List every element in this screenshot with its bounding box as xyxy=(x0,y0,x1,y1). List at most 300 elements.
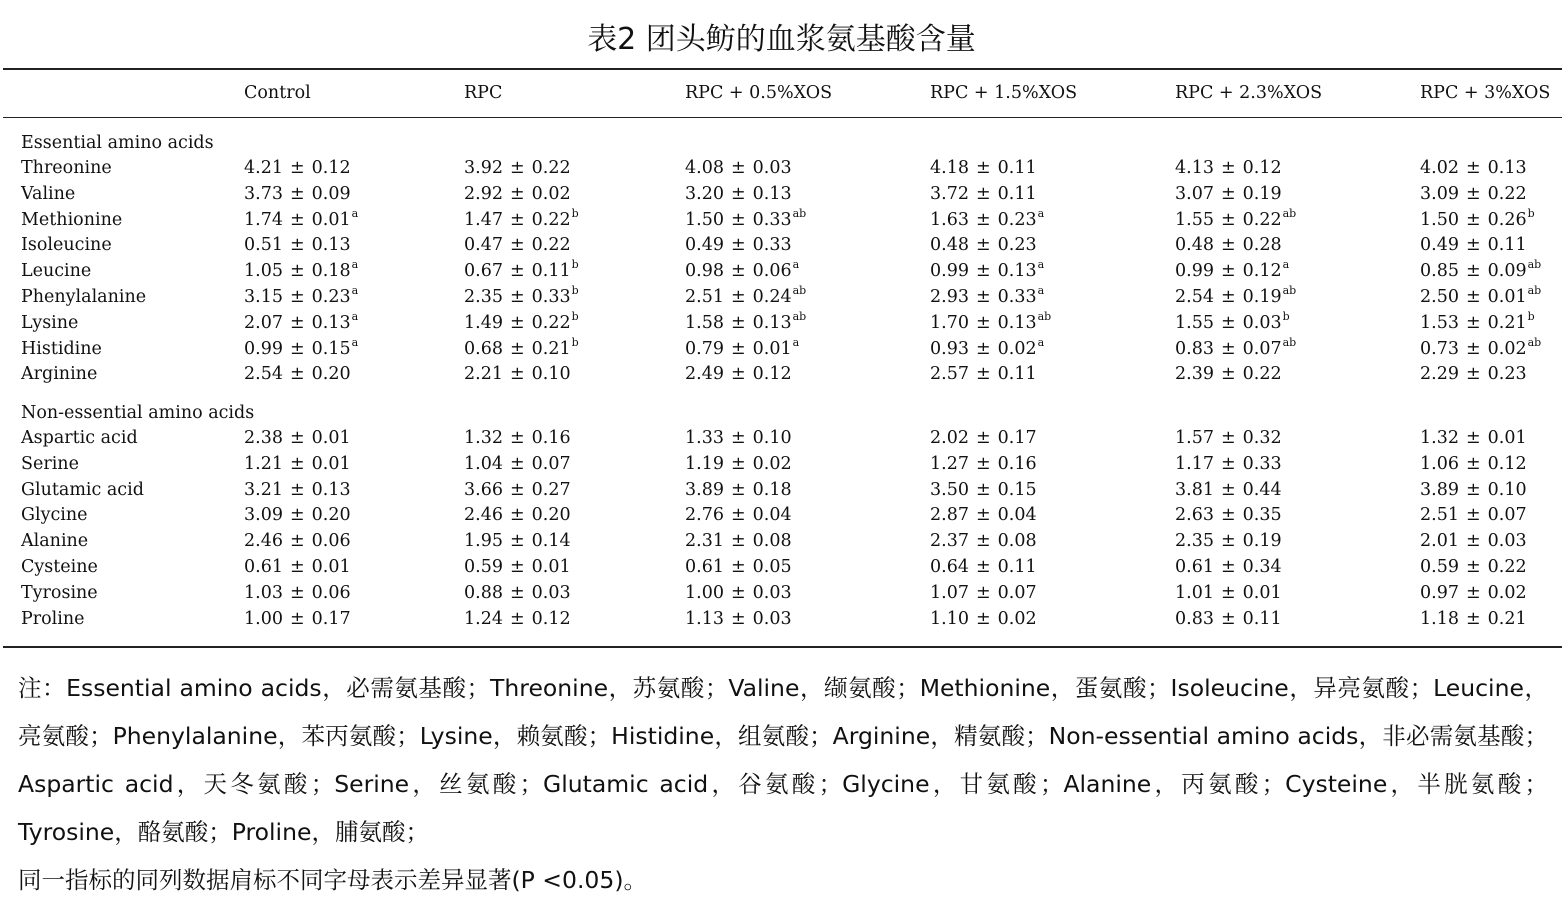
cell-sd: 0.03 xyxy=(1487,531,1527,551)
plus-minus-symbol: ± xyxy=(509,287,525,307)
table-cell xyxy=(1175,529,1282,553)
plus-minus-symbol: ± xyxy=(975,210,991,230)
plus-minus-symbol: ± xyxy=(1220,557,1236,577)
significance-letter: ab xyxy=(1527,258,1542,271)
plus-minus-symbol: ± xyxy=(289,583,305,603)
cell-sd: 0.18 xyxy=(752,480,792,500)
cell-sd: 0.11 xyxy=(997,184,1037,204)
cell-sd: 0.01 xyxy=(311,428,351,448)
cell-mean: 0.61 xyxy=(1175,557,1214,577)
table-cell xyxy=(1175,285,1296,311)
cell-sd: 0.22 xyxy=(531,158,571,178)
cell-sd: 0.01 xyxy=(752,339,792,359)
table-cell xyxy=(1175,426,1282,450)
cell-mean: 1.24 xyxy=(464,609,503,629)
row-label: Lysine xyxy=(21,313,79,333)
cell-mean: 1.55 xyxy=(1175,313,1214,333)
cell-sd: 0.17 xyxy=(311,609,351,629)
significance-letter: ab xyxy=(1282,336,1297,349)
cell-sd: 0.16 xyxy=(997,454,1037,474)
cell-sd: 0.03 xyxy=(1242,313,1282,333)
cell-sd: 0.06 xyxy=(311,583,351,603)
cell-mean: 2.49 xyxy=(685,364,724,384)
cell-sd: 0.13 xyxy=(997,313,1037,333)
cell-sd: 0.02 xyxy=(997,609,1037,629)
column-header: RPC + 3%XOS xyxy=(1420,83,1551,103)
row-label: Serine xyxy=(21,454,79,474)
cell-mean: 0.99 xyxy=(930,261,969,281)
table-cell xyxy=(464,285,579,311)
cell-sd: 0.12 xyxy=(531,609,571,629)
table-cell xyxy=(1420,311,1535,337)
section-label: Essential amino acids xyxy=(21,133,214,153)
table-cell xyxy=(1420,337,1541,363)
plus-minus-symbol: ± xyxy=(289,158,305,178)
table-cell xyxy=(464,426,571,450)
table-cell xyxy=(464,311,579,337)
cell-sd: 0.22 xyxy=(1242,364,1282,384)
significance-letter: b xyxy=(571,258,579,271)
cell-mean: 0.59 xyxy=(464,557,503,577)
plus-minus-symbol: ± xyxy=(1465,339,1481,359)
table-cell xyxy=(1175,259,1289,285)
plus-minus-symbol: ± xyxy=(975,428,991,448)
table-cell xyxy=(930,581,1037,605)
cell-sd: 0.19 xyxy=(1242,287,1282,307)
significance-letter: a xyxy=(1282,258,1290,271)
cell-sd: 0.44 xyxy=(1242,480,1282,500)
table-cell xyxy=(244,208,358,234)
cell-sd: 0.21 xyxy=(1487,313,1527,333)
table-cell xyxy=(685,156,792,180)
plus-minus-symbol: ± xyxy=(509,158,525,178)
plus-minus-symbol: ± xyxy=(289,235,305,255)
plus-minus-symbol: ± xyxy=(1465,609,1481,629)
plus-minus-symbol: ± xyxy=(289,557,305,577)
plus-minus-symbol: ± xyxy=(289,480,305,500)
plus-minus-symbol: ± xyxy=(730,210,746,230)
table-cell xyxy=(244,607,351,631)
plus-minus-symbol: ± xyxy=(1465,287,1481,307)
cell-mean: 2.87 xyxy=(930,505,969,525)
cell-mean: 4.02 xyxy=(1420,158,1459,178)
cell-sd: 0.02 xyxy=(997,339,1037,359)
table-cell xyxy=(685,259,799,285)
cell-mean: 1.70 xyxy=(930,313,969,333)
significance-letter: b xyxy=(571,336,579,349)
table-cell xyxy=(464,478,571,502)
plus-minus-symbol: ± xyxy=(975,313,991,333)
cell-mean: 1.57 xyxy=(1175,428,1214,448)
plus-minus-symbol: ± xyxy=(1220,339,1236,359)
cell-mean: 0.47 xyxy=(464,235,503,255)
cell-mean: 1.49 xyxy=(464,313,503,333)
cell-sd: 0.03 xyxy=(752,158,792,178)
cell-sd: 0.11 xyxy=(1487,235,1527,255)
table-header-rule xyxy=(3,117,1562,118)
cell-sd: 0.22 xyxy=(1487,184,1527,204)
cell-sd: 0.34 xyxy=(1242,557,1282,577)
cell-mean: 3.72 xyxy=(930,184,969,204)
cell-sd: 0.12 xyxy=(1242,158,1282,178)
table-cell xyxy=(1175,311,1290,337)
significance-letter: a xyxy=(1037,284,1045,297)
cell-sd: 0.33 xyxy=(752,210,792,230)
plus-minus-symbol: ± xyxy=(1220,261,1236,281)
table-cell xyxy=(685,285,806,311)
significance-letter: b xyxy=(1527,310,1535,323)
cell-mean: 0.88 xyxy=(464,583,503,603)
plus-minus-symbol: ± xyxy=(1465,261,1481,281)
cell-mean: 0.83 xyxy=(1175,339,1214,359)
plus-minus-symbol: ± xyxy=(1220,454,1236,474)
plus-minus-symbol: ± xyxy=(1220,158,1236,178)
table-cell xyxy=(464,452,571,476)
cell-mean: 2.51 xyxy=(685,287,724,307)
plus-minus-symbol: ± xyxy=(509,261,525,281)
cell-mean: 1.06 xyxy=(1420,454,1459,474)
cell-sd: 0.15 xyxy=(311,339,351,359)
table-cell xyxy=(464,529,571,553)
cell-sd: 0.01 xyxy=(311,210,351,230)
table-cell xyxy=(930,529,1037,553)
table-cell xyxy=(1175,233,1282,257)
cell-mean: 1.27 xyxy=(930,454,969,474)
cell-mean: 3.89 xyxy=(685,480,724,500)
cell-sd: 0.20 xyxy=(531,505,571,525)
cell-sd: 0.32 xyxy=(1242,428,1282,448)
plus-minus-symbol: ± xyxy=(509,235,525,255)
cell-sd: 0.12 xyxy=(1242,261,1282,281)
cell-mean: 3.89 xyxy=(1420,480,1459,500)
cell-mean: 2.21 xyxy=(464,364,503,384)
plus-minus-symbol: ± xyxy=(1220,428,1236,448)
plus-minus-symbol: ± xyxy=(975,609,991,629)
cell-sd: 0.03 xyxy=(752,609,792,629)
cell-mean: 1.18 xyxy=(1420,609,1459,629)
cell-sd: 0.11 xyxy=(1242,609,1282,629)
cell-mean: 2.63 xyxy=(1175,505,1214,525)
plus-minus-symbol: ± xyxy=(1220,210,1236,230)
table-cell xyxy=(930,285,1044,311)
cell-mean: 1.10 xyxy=(930,609,969,629)
plus-minus-symbol: ± xyxy=(289,210,305,230)
table-cell xyxy=(1420,426,1527,450)
cell-mean: 0.64 xyxy=(930,557,969,577)
cell-sd: 0.33 xyxy=(531,287,571,307)
cell-sd: 0.06 xyxy=(752,261,792,281)
plus-minus-symbol: ± xyxy=(975,158,991,178)
cell-sd: 0.14 xyxy=(531,531,571,551)
table-cell xyxy=(464,607,571,631)
cell-mean: 1.21 xyxy=(244,454,283,474)
table-cell xyxy=(685,607,792,631)
column-header: RPC + 0.5%XOS xyxy=(685,83,833,103)
table-bottom-rule xyxy=(3,646,1562,648)
cell-sd: 0.33 xyxy=(1242,454,1282,474)
plus-minus-symbol: ± xyxy=(1220,609,1236,629)
table-cell xyxy=(464,337,579,363)
plus-minus-symbol: ± xyxy=(1465,505,1481,525)
plus-minus-symbol: ± xyxy=(1465,184,1481,204)
significance-letter: ab xyxy=(1527,336,1542,349)
plus-minus-symbol: ± xyxy=(289,609,305,629)
cell-mean: 4.13 xyxy=(1175,158,1214,178)
cell-mean: 3.07 xyxy=(1175,184,1214,204)
cell-mean: 2.46 xyxy=(244,531,283,551)
cell-mean: 1.95 xyxy=(464,531,503,551)
table-cell xyxy=(930,478,1037,502)
plus-minus-symbol: ± xyxy=(1220,583,1236,603)
table-top-rule xyxy=(3,68,1562,70)
cell-sd: 0.22 xyxy=(1487,557,1527,577)
table-cell xyxy=(1175,555,1282,579)
cell-sd: 0.04 xyxy=(752,505,792,525)
cell-mean: 1.03 xyxy=(244,583,283,603)
cell-mean: 0.49 xyxy=(1420,235,1459,255)
cell-sd: 0.13 xyxy=(311,235,351,255)
cell-sd: 0.35 xyxy=(1242,505,1282,525)
plus-minus-symbol: ± xyxy=(975,454,991,474)
row-label: Phenylalanine xyxy=(21,287,147,307)
plus-minus-symbol: ± xyxy=(289,531,305,551)
cell-sd: 0.20 xyxy=(311,364,351,384)
table-cell xyxy=(1420,452,1527,476)
cell-mean: 2.29 xyxy=(1420,364,1459,384)
cell-mean: 1.17 xyxy=(1175,454,1214,474)
cell-mean: 0.61 xyxy=(244,557,283,577)
cell-sd: 0.09 xyxy=(1487,261,1527,281)
row-label: Valine xyxy=(21,184,76,204)
cell-mean: 1.07 xyxy=(930,583,969,603)
plus-minus-symbol: ± xyxy=(975,261,991,281)
table-cell xyxy=(244,259,358,285)
plus-minus-symbol: ± xyxy=(730,583,746,603)
cell-mean: 2.92 xyxy=(464,184,503,204)
column-header: RPC + 1.5%XOS xyxy=(930,83,1078,103)
plus-minus-symbol: ± xyxy=(1465,158,1481,178)
cell-sd: 0.07 xyxy=(531,454,571,474)
plus-minus-symbol: ± xyxy=(509,184,525,204)
cell-sd: 0.10 xyxy=(752,428,792,448)
plus-minus-symbol: ± xyxy=(1220,364,1236,384)
row-label: Methionine xyxy=(21,210,123,230)
table-cell xyxy=(685,182,792,206)
cell-sd: 0.11 xyxy=(997,158,1037,178)
cell-mean: 1.32 xyxy=(1420,428,1459,448)
cell-sd: 0.09 xyxy=(311,184,351,204)
cell-mean: 4.18 xyxy=(930,158,969,178)
table-cell xyxy=(464,233,571,257)
plus-minus-symbol: ± xyxy=(1465,210,1481,230)
table-cell xyxy=(1175,607,1282,631)
cell-mean: 2.39 xyxy=(1175,364,1214,384)
table-cell xyxy=(244,362,351,386)
cell-sd: 0.24 xyxy=(752,287,792,307)
table-cell xyxy=(685,555,792,579)
plus-minus-symbol: ± xyxy=(289,313,305,333)
plus-minus-symbol: ± xyxy=(509,505,525,525)
cell-mean: 1.19 xyxy=(685,454,724,474)
cell-mean: 2.38 xyxy=(244,428,283,448)
table-cell xyxy=(685,233,792,257)
plus-minus-symbol: ± xyxy=(975,531,991,551)
cell-mean: 0.51 xyxy=(244,235,283,255)
table-cell xyxy=(1175,337,1296,363)
column-header: RPC xyxy=(464,83,503,103)
cell-mean: 2.76 xyxy=(685,505,724,525)
cell-sd: 0.07 xyxy=(1487,505,1527,525)
significance-letter: b xyxy=(571,310,579,323)
cell-sd: 0.28 xyxy=(1242,235,1282,255)
plus-minus-symbol: ± xyxy=(730,609,746,629)
cell-sd: 0.10 xyxy=(1487,480,1527,500)
cell-mean: 1.58 xyxy=(685,313,724,333)
significance-letter: ab xyxy=(792,310,807,323)
cell-mean: 2.35 xyxy=(464,287,503,307)
cell-sd: 0.11 xyxy=(997,364,1037,384)
table-title: 表2 团头鲂的血浆氨基酸含量 xyxy=(587,22,976,57)
table-cell xyxy=(1175,156,1282,180)
table-cell xyxy=(930,156,1037,180)
cell-mean: 0.99 xyxy=(1175,261,1214,281)
significance-letter: b xyxy=(571,207,579,220)
plus-minus-symbol: ± xyxy=(1465,235,1481,255)
plus-minus-symbol: ± xyxy=(509,364,525,384)
table-cell xyxy=(930,208,1044,234)
cell-mean: 0.61 xyxy=(685,557,724,577)
cell-sd: 0.03 xyxy=(752,583,792,603)
cell-sd: 0.01 xyxy=(1487,428,1527,448)
cell-mean: 1.05 xyxy=(244,261,283,281)
table-cell xyxy=(685,503,792,527)
cell-mean: 2.31 xyxy=(685,531,724,551)
plus-minus-symbol: ± xyxy=(289,428,305,448)
cell-mean: 3.50 xyxy=(930,480,969,500)
cell-sd: 0.13 xyxy=(1487,158,1527,178)
cell-mean: 1.32 xyxy=(464,428,503,448)
cell-mean: 3.81 xyxy=(1175,480,1214,500)
plus-minus-symbol: ± xyxy=(1220,184,1236,204)
plus-minus-symbol: ± xyxy=(1220,505,1236,525)
cell-mean: 3.92 xyxy=(464,158,503,178)
table-cell xyxy=(930,607,1037,631)
table-cell xyxy=(244,156,351,180)
plus-minus-symbol: ± xyxy=(730,480,746,500)
plus-minus-symbol: ± xyxy=(975,364,991,384)
cell-mean: 1.13 xyxy=(685,609,724,629)
significance-letter: ab xyxy=(792,284,807,297)
plus-minus-symbol: ± xyxy=(730,313,746,333)
plus-minus-symbol: ± xyxy=(289,261,305,281)
table-cell xyxy=(1175,478,1282,502)
plus-minus-symbol: ± xyxy=(1465,428,1481,448)
plus-minus-symbol: ± xyxy=(289,184,305,204)
plus-minus-symbol: ± xyxy=(730,339,746,359)
table-cell xyxy=(464,581,571,605)
table-cell xyxy=(244,478,351,502)
significance-letter: a xyxy=(351,258,359,271)
plus-minus-symbol: ± xyxy=(1220,531,1236,551)
plus-minus-symbol: ± xyxy=(509,428,525,448)
significance-letter: ab xyxy=(1282,284,1297,297)
cell-sd: 0.33 xyxy=(752,235,792,255)
cell-mean: 3.20 xyxy=(685,184,724,204)
table-cell xyxy=(464,208,579,234)
plus-minus-symbol: ± xyxy=(289,364,305,384)
table-cell xyxy=(244,311,358,337)
cell-mean: 2.57 xyxy=(930,364,969,384)
cell-sd: 0.15 xyxy=(997,480,1037,500)
table-cell xyxy=(930,452,1037,476)
cell-sd: 0.13 xyxy=(311,313,351,333)
cell-sd: 0.22 xyxy=(531,235,571,255)
cell-sd: 0.01 xyxy=(1242,583,1282,603)
cell-sd: 0.13 xyxy=(311,480,351,500)
plus-minus-symbol: ± xyxy=(730,184,746,204)
table-cell xyxy=(685,362,792,386)
significance-letter: b xyxy=(571,284,579,297)
cell-mean: 0.68 xyxy=(464,339,503,359)
plus-minus-symbol: ± xyxy=(1465,583,1481,603)
row-label: Glutamic acid xyxy=(21,480,144,500)
table-cell xyxy=(1420,208,1535,234)
plus-minus-symbol: ± xyxy=(509,480,525,500)
table-cell xyxy=(244,555,351,579)
cell-sd: 0.01 xyxy=(311,454,351,474)
table-cell xyxy=(1420,478,1527,502)
significance-letter: a xyxy=(351,284,359,297)
cell-sd: 0.06 xyxy=(311,531,351,551)
cell-mean: 1.63 xyxy=(930,210,969,230)
table-cell xyxy=(1420,182,1527,206)
plus-minus-symbol: ± xyxy=(730,261,746,281)
table-cell xyxy=(1175,452,1282,476)
cell-mean: 3.15 xyxy=(244,287,283,307)
plus-minus-symbol: ± xyxy=(289,454,305,474)
cell-mean: 0.97 xyxy=(1420,583,1459,603)
cell-mean: 2.93 xyxy=(930,287,969,307)
table-cell xyxy=(1175,503,1282,527)
row-label: Leucine xyxy=(21,261,92,281)
table-cell xyxy=(685,529,792,553)
table-cell xyxy=(464,156,571,180)
cell-mean: 1.01 xyxy=(1175,583,1214,603)
table-cell xyxy=(685,478,792,502)
table-cell xyxy=(685,452,792,476)
table-cell xyxy=(930,233,1037,257)
cell-sd: 0.20 xyxy=(311,505,351,525)
cell-mean: 0.73 xyxy=(1420,339,1459,359)
cell-mean: 1.04 xyxy=(464,454,503,474)
plus-minus-symbol: ± xyxy=(975,235,991,255)
row-label: Isoleucine xyxy=(21,235,112,255)
cell-mean: 2.37 xyxy=(930,531,969,551)
plus-minus-symbol: ± xyxy=(730,454,746,474)
table-cell xyxy=(464,555,571,579)
plus-minus-symbol: ± xyxy=(509,313,525,333)
cell-mean: 0.83 xyxy=(1175,609,1214,629)
cell-sd: 0.08 xyxy=(997,531,1037,551)
cell-sd: 0.11 xyxy=(531,261,571,281)
cell-sd: 0.08 xyxy=(752,531,792,551)
cell-mean: 1.47 xyxy=(464,210,503,230)
plus-minus-symbol: ± xyxy=(975,480,991,500)
table-cell xyxy=(244,337,358,363)
cell-mean: 2.07 xyxy=(244,313,283,333)
plus-minus-symbol: ± xyxy=(730,158,746,178)
cell-mean: 0.48 xyxy=(1175,235,1214,255)
